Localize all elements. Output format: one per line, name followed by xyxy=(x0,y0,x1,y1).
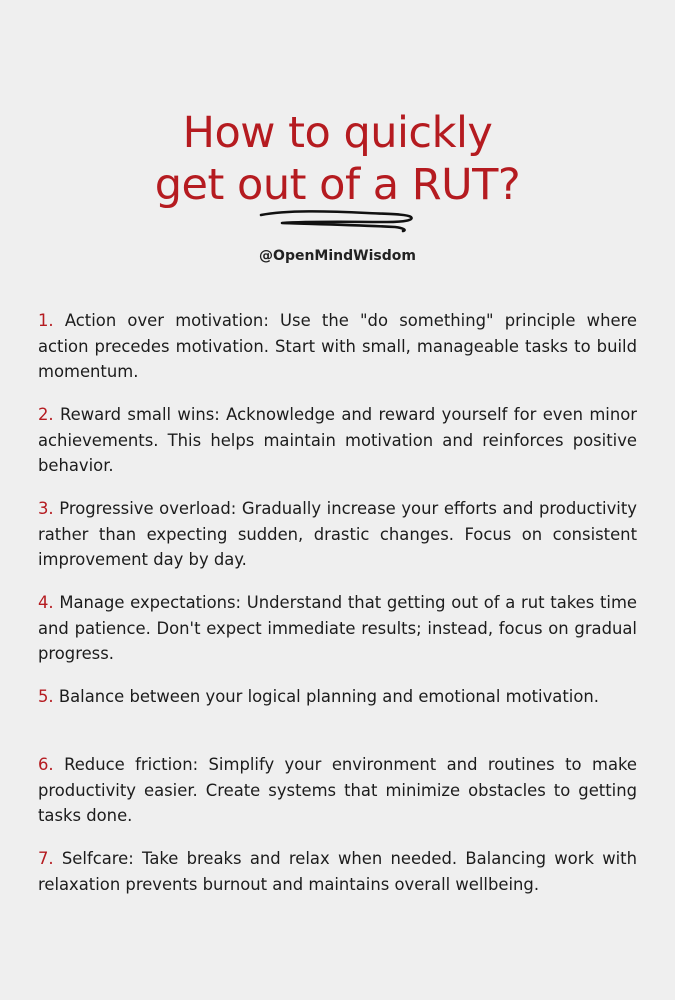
title-line-2: get out of a RUT? xyxy=(154,159,521,210)
author-handle: @OpenMindWisdom xyxy=(259,248,416,264)
tip-item xyxy=(38,846,637,897)
tip-number: 3. xyxy=(38,499,54,518)
tip-text: Progressive overload: Gradually increase your efforts and productivity rather than expecting sudden, drastic changes. Focus on consistent improvement day by day. xyxy=(38,499,637,570)
page-title xyxy=(0,107,675,211)
tip-number: 1. xyxy=(38,311,54,330)
tip-number: 6. xyxy=(38,755,54,774)
tip-item xyxy=(38,402,637,479)
tip-item xyxy=(38,496,637,573)
underline-swoosh-icon xyxy=(257,204,417,236)
tip-number: 4. xyxy=(38,593,54,612)
tip-number: 2. xyxy=(38,405,54,424)
tip-number: 5. xyxy=(38,687,54,706)
tip-item xyxy=(38,590,637,667)
tip-text: Selfcare: Take breaks and relax when needed. Balancing work with relaxation prevents burnout and maintains overall wellbeing. xyxy=(38,849,637,894)
title-line-1: How to quickly xyxy=(182,107,493,158)
tip-number: 7. xyxy=(38,849,54,868)
tip-text: Balance between your logical planning and emotional motivation. xyxy=(58,687,599,706)
tip-text: Manage expectations: Understand that getting out of a rut takes time and patience. Don't expect immediate results; instead, focus on gradual progress. xyxy=(38,593,637,664)
tip-text: Action over motivation: Use the "do something" principle where action precedes motivation. Start with small, manageable tasks to build momentum. xyxy=(38,311,638,382)
tip-text: Reduce friction: Simplify your environment and routines to make productivity easier. Create systems that minimize obstacles to getting tasks done. xyxy=(38,755,637,826)
tip-item xyxy=(38,684,637,710)
tip-item xyxy=(38,752,637,829)
tip-text: Reward small wins: Acknowledge and reward yourself for even minor achievements. This helps maintain motivation and reinforces positive behavior. xyxy=(38,405,637,476)
tip-item xyxy=(38,308,637,385)
